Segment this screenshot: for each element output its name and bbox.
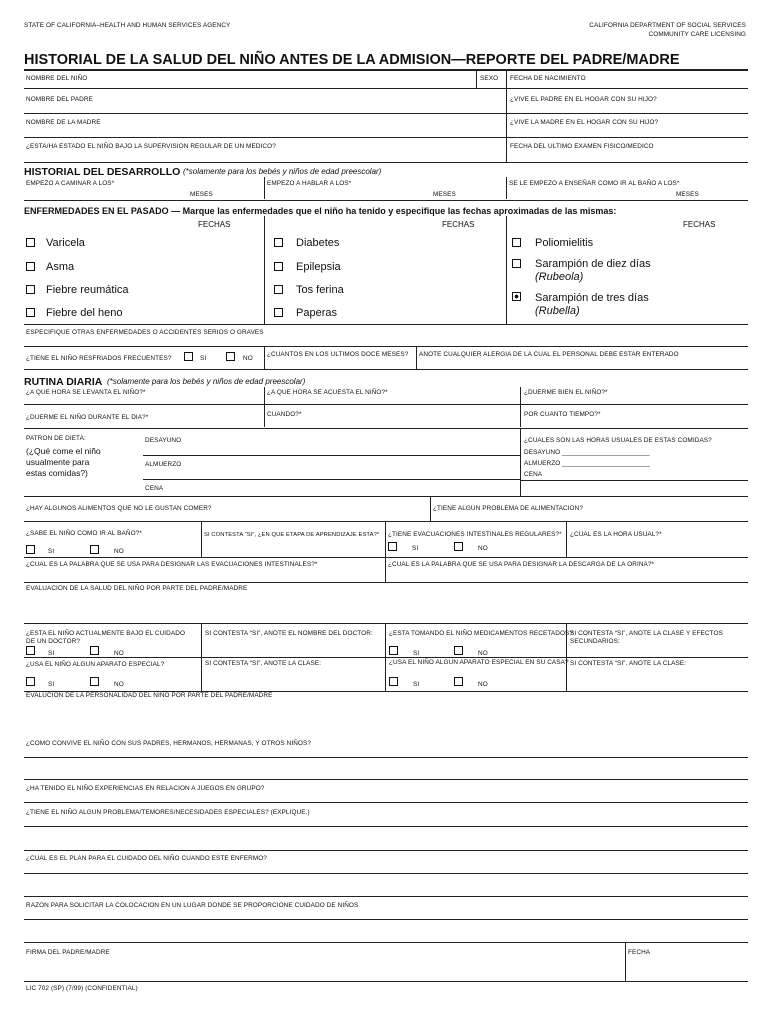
walk-months: MESES [190, 191, 213, 198]
routine-note: (*solamente para los bebés y niños de edad preescolar) [107, 377, 306, 386]
sick-plan-label: ¿CUAL ES EL PLAN PARA EL CUIDADO DEL NIÑO CUANDO ESTE ENFERMO? [26, 855, 267, 862]
meal-hours-dinner: CENA [524, 471, 543, 478]
placement-reason-label: RAZON PARA SOLICITAR LA COLOCACION EN UN LUGAR DONDE SE PROPORCIONE CUIDADO DE NIÑOS [26, 902, 359, 909]
tos-ferina-checkbox[interactable] [274, 285, 283, 294]
special-needs-label: ¿TIENE EL NIÑO ALGUN PROBLEMA/TEMORES/NECESIDADES ESPECIALES? (EXPLIQUE.) [26, 809, 310, 816]
asma-checkbox[interactable] [26, 262, 35, 271]
dates-col3-label: FECHAS [683, 220, 716, 229]
illness-asma: Asma [46, 261, 75, 273]
med-no-label: NO [478, 650, 488, 657]
father-lives-label: ¿VIVE EL PADRE EN EL HOGAR CON SU HIJO? [510, 96, 657, 103]
bm-no-label: NO [478, 545, 488, 552]
paperas-checkbox[interactable] [274, 308, 283, 317]
illness-tos-ferina: Tos ferina [296, 284, 344, 296]
device-yes-checkbox[interactable] [26, 677, 35, 686]
colds-no-checkbox[interactable] [226, 352, 235, 361]
device-label: ¿USA EL NIÑO ALGUN APARATO ESPECIAL? [26, 661, 165, 668]
lunch-label: ALMUERZO [145, 461, 182, 468]
toilet-no-label: NO [114, 548, 124, 555]
breakfast-label: DESAYUNO [145, 437, 182, 444]
rubella-checkbox[interactable] [512, 292, 521, 301]
personality-label: EVALUCION DE LA PERSONALIDAD DEL NIÑO POR PARTE DEL PADRE/MADRE [26, 692, 273, 699]
diet-pattern-label: PATRON DE DIETA: [26, 435, 86, 442]
meal-hours-lunch: ALMUERZO ________________________ [524, 460, 650, 467]
how-long-label: POR CUANTO TIEMPO?* [524, 411, 601, 418]
illness-rubella: Sarampión de tres días [535, 292, 649, 304]
sleep-well-label: ¿DUERME BIEN EL NIÑO?* [524, 389, 608, 396]
bm-word-label: ¿CUAL ES LA PALABRA QUE SE USA PARA DESIGNAR LAS EVACUACIONES INTESTINALES?* [26, 561, 318, 568]
med-no-checkbox[interactable] [454, 646, 463, 655]
form-title: HISTORIAL DE LA SALUD DEL NIÑO ANTES DE LA ADMISION—REPORTE DEL PADRE/MADRE [24, 52, 680, 68]
agency-left: STATE OF CALIFORNIA–HEALTH AND HUMAN SERVICES AGENCY [24, 22, 231, 29]
child-name-label: NOMBRE DEL NIÑO [26, 75, 88, 82]
fiebre-heno-checkbox[interactable] [26, 308, 35, 317]
health-eval-label: EVALUACION DE LA SALUD DEL NIÑO POR PARTE DEL PADRE/MADRE [26, 585, 248, 592]
toilet-yes-checkbox[interactable] [26, 545, 35, 554]
side-effects-label: SI CONTESTA “SI”, ANOTE LA CLASE Y EFECTOS SECUNDARIOS: [570, 630, 723, 645]
group-play-label: ¿HA TENIDO EL NIÑO EXPERIENCIAS EN RELACION A JUEGOS EN GRUPO? [26, 785, 265, 792]
device-yes-label: SI [48, 681, 55, 688]
development-note: (*solamente para los bebés y niños de edad preescolar) [183, 167, 382, 176]
home-device-no-label: NO [478, 681, 488, 688]
form-footer: LIC 702 (SP) (7/99) (CONFIDENTIAL) [26, 985, 138, 992]
meal-hours-label: ¿CUALES SON LAS HORAS USUALES DE ESTAS COMIDAS? [524, 437, 712, 444]
agency-right-1: CALIFORNIA DEPARTMENT OF SOCIAL SERVICES [589, 22, 746, 29]
supervision-label: ¿ESTA/HA ESTADO EL NIÑO BAJO LA SUPERVISION REGULAR DE UN MEDICO? [26, 143, 276, 150]
med-yes-label: SI [413, 650, 420, 657]
illness-fiebre-heno: Fiebre del heno [46, 307, 123, 319]
rubeola-checkbox[interactable] [512, 259, 521, 268]
mother-name-label: NOMBRE DE LA MADRE [26, 119, 101, 126]
medication-label: ¿ESTA TOMANDO EL NIÑO MEDICAMENTOS RECETADOS? [389, 630, 574, 637]
development-title: HISTORIAL DEL DESARROLLO [24, 166, 181, 178]
illness-rubella-sub: (Rubella) [535, 305, 580, 317]
epilepsia-checkbox[interactable] [274, 262, 283, 271]
how-many-label: ¿CUANTOS EN LOS ULTIMOS DOCE MESES? [267, 351, 409, 358]
home-device-type-label: SI CONTESTA “SI”, ANOTE LA CLASE: [570, 660, 687, 667]
talk-months: MESES [433, 191, 456, 198]
illness-varicela: Varicela [46, 237, 85, 249]
illness-title: ENFERMEDADES EN EL PASADO — Marque las enfermedades que el niño ha tenido y especifique las fechas aproximadas de las mismas: [24, 206, 617, 216]
illness-rubeola-sub: (Rubeola) [535, 271, 584, 283]
disliked-foods-label: ¿HAY ALGUNOS ALIMENTOS QUE NO LE GUSTAN COMER? [26, 505, 212, 512]
day-sleep-label: ¿DUERME EL NIÑO DURANTE EL DIA?* [26, 414, 149, 421]
potty-label: SE LE EMPEZO A ENSEÑAR COMO IR AL BAÑO A LOS* [509, 180, 680, 187]
birthdate-label: FECHA DE NACIMIENTO [510, 75, 586, 82]
home-device-no-checkbox[interactable] [454, 677, 463, 686]
colds-label: ¿TIENE EL NIÑO RESFRIADOS FRECUENTES? [26, 355, 172, 362]
last-exam-label: FECHA DEL ULTIMO EXAMEN FISICO/MEDICO [510, 143, 654, 150]
mother-lives-label: ¿VIVE LA MADRE EN EL HOGAR CON SU HIJO? [510, 119, 659, 126]
usual-hour-label: ¿CUAL ES LA HORA USUAL?* [570, 531, 662, 538]
home-device-yes-label: SI [413, 681, 420, 688]
talk-label: EMPEZO A HABLAR A LOS* [267, 180, 352, 187]
bm-yes-checkbox[interactable] [388, 542, 397, 551]
wakeup-label: ¿A QUE HORA SE LEVANTA EL NIÑO?* [26, 389, 146, 396]
illness-paperas: Paperas [296, 307, 337, 319]
dinner-label: CENA [145, 485, 164, 492]
diet-pattern-hint: (¿Qué come el niño usualmente para estas comidas?) [26, 446, 101, 478]
toilet-label: ¿SABE EL NIÑO COMO IR AL BAÑO?* [26, 530, 142, 537]
when-label: CUANDO?* [267, 411, 302, 418]
meal-hours-breakfast: DESAYUNO ________________________ [524, 449, 650, 456]
stage-label: SI CONTESTA “SI”, ¿EN QUE ETAPA DE APRENDIZAJE ESTA?* [204, 532, 380, 538]
home-device-label: ¿USA EL NIÑO ALGUN APARATO ESPECIAL EN SU CASA? [389, 659, 569, 666]
other-illness-label: ESPECIFIQUE OTRAS ENFERMEDADES O ACCIDENTES SERIOS O GRAVES [26, 329, 264, 336]
agency-right-2: COMMUNITY CARE LICENSING [648, 31, 746, 38]
toilet-yes-label: SI [48, 548, 55, 555]
colds-yes-label: SI [200, 355, 207, 362]
doctor-name-label: SI CONTESTA “SI”, ANOTE EL NOMBRE DEL DOCTOR: [205, 630, 373, 637]
regular-bm-label: ¿TIENE EVACUACIONES INTESTINALES REGULARES?* [388, 531, 562, 538]
illness-rubeola: Sarampión de diez días [535, 258, 651, 270]
illness-fiebre-reumatica: Fiebre reumática [46, 284, 129, 296]
illness-epilepsia: Epilepsia [296, 261, 341, 273]
med-yes-checkbox[interactable] [389, 646, 398, 655]
dates-col2-label: FECHAS [442, 220, 475, 229]
sex-label: SEXO [480, 75, 499, 82]
fiebre-reumatica-checkbox[interactable] [26, 285, 35, 294]
home-device-yes-checkbox[interactable] [389, 677, 398, 686]
toilet-no-checkbox[interactable] [90, 545, 99, 554]
bm-no-checkbox[interactable] [454, 542, 463, 551]
dates-col1-label: FECHAS [198, 220, 231, 229]
feeding-problem-label: ¿TIENE ALGUN PROBLEMA DE ALIMENTACION? [433, 505, 583, 512]
doctor-no-label: NO [114, 650, 124, 657]
urine-word-label: ¿CUAL ES LA PALABRA QUE SE USA PARA DESIGNAR LA DESCARGA DE LA ORINA?* [388, 561, 655, 568]
diabetes-checkbox[interactable] [274, 238, 283, 247]
walk-label: EMPEZO A CAMINAR A LOS* [26, 180, 115, 187]
device-no-checkbox[interactable] [90, 677, 99, 686]
colds-yes-checkbox[interactable] [184, 352, 193, 361]
bedtime-label: ¿A QUE HORA SE ACUESTA EL NIÑO?* [267, 389, 388, 396]
illness-diabetes: Diabetes [296, 237, 340, 249]
parent-signature-label: FIRMA DEL PADRE/MADRE [26, 949, 110, 956]
polio-checkbox[interactable] [512, 238, 521, 247]
device-type-label: SI CONTESTA “SI”, ANOTE LA CLASE: [205, 660, 322, 667]
colds-no-label: NO [243, 355, 253, 362]
device-no-label: NO [114, 681, 124, 688]
signature-date-label: FECHA [628, 949, 651, 956]
illness-polio: Poliomielitis [535, 237, 594, 249]
doctor-no-checkbox[interactable] [90, 646, 99, 655]
doctor-yes-checkbox[interactable] [26, 646, 35, 655]
doctor-care-label: ¿ESTA EL NIÑO ACTUALMENTE BAJO EL CUIDADO DE UN DOCTOR? [26, 630, 186, 645]
routine-title: RUTINA DIARIA [24, 376, 103, 388]
father-name-label: NOMBRE DEL PADRE [26, 96, 93, 103]
bm-yes-label: SI [412, 545, 419, 552]
doctor-yes-label: SI [48, 650, 55, 657]
get-along-label: ¿COMO CONVIVE EL NIÑO CON SUS PADRES, HERMANOS, HERMANAS, Y OTROS NIÑOS? [26, 740, 312, 747]
allergy-label: ANOTE CUALQUIER ALERGIA DE LA CUAL EL PERSONAL DEBE ESTAR ENTERADO [419, 351, 679, 358]
potty-months: MESES [676, 191, 699, 198]
varicela-checkbox[interactable] [26, 238, 35, 247]
